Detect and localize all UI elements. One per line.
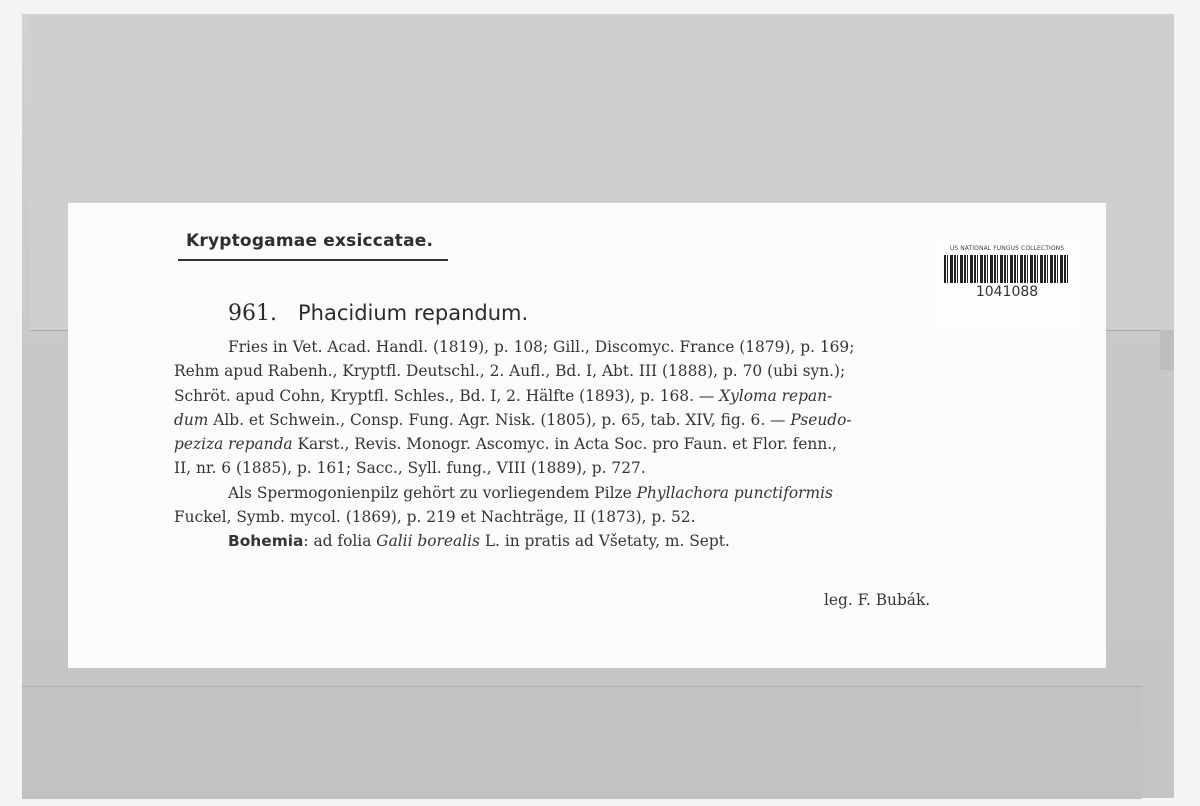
- note-line: Fuckel, Symb. mycol. (1869), p. 219 et Nachträge, II (1873), p. 52.: [174, 508, 696, 527]
- packet-lower-fold: [22, 686, 1142, 799]
- related-species: Phyllachora punctiformis: [636, 483, 833, 502]
- note-line: Als Spermogonienpilz gehört zu vorliegendem Pilze Phyllachora punctiformis: [228, 483, 833, 502]
- header-underline: [178, 259, 448, 261]
- specimen-label: [68, 203, 1106, 668]
- packet-flap-edge: [1160, 330, 1174, 370]
- citation-line: peziza repanda Karst., Revis. Monogr. Ascomyc. in Acta Soc. pro Faun. et Flor. fenn.,: [174, 435, 838, 454]
- locality-line: Bohemia: ad folia Galii borealis L. in pratis ad Všetaty, m. Sept.: [228, 532, 730, 551]
- region-name: Bohemia: [228, 532, 304, 551]
- citation-line: dum Alb. et Schwein., Consp. Fung. Agr. Nisk. (1805), p. 65, tab. XIV, fig. 6. — Pseudo-: [174, 410, 852, 429]
- barcode-sticker: [936, 239, 1078, 331]
- citation-line: II, nr. 6 (1885), p. 161; Sacc., Syll. fung., VIII (1889), p. 727.: [174, 459, 646, 478]
- label-body: [174, 335, 994, 554]
- synonym-name: dum: [174, 410, 209, 429]
- barcode-institution: US NATIONAL FUNGUS COLLECTIONS: [949, 245, 1065, 252]
- specimen-title: [228, 301, 528, 326]
- series-header: Kryptogamae exsiccatae.: [186, 231, 434, 251]
- citation-line: Rehm apud Rabenh., Kryptfl. Deutschl., 2. Aufl., Bd. I, Abt. III (1888), p. 70 (ubi syn.);: [174, 362, 846, 381]
- citation-line: Fries in Vet. Acad. Handl. (1819), p. 108; Gill., Discomyc. France (1879), p. 169;: [228, 338, 855, 356]
- synonym-name: peziza repanda: [174, 435, 293, 454]
- barcode-bars: [944, 255, 1070, 283]
- citation-line: Schröt. apud Cohn, Kryptfl. Schles., Bd. I, 2. Hälfte (1893), p. 168. — Xyloma repan-: [174, 386, 833, 405]
- barcode-number: 1041088: [975, 284, 1039, 300]
- specimen-number: 961.: [228, 301, 277, 326]
- synonym-name: Pseudo-: [790, 410, 852, 429]
- species-name: Phacidium repandum.: [297, 301, 529, 325]
- host-name: Galii borealis: [376, 532, 480, 551]
- collector: leg. F. Bubák.: [824, 591, 931, 609]
- synonym-name: Xyloma repan-: [719, 386, 833, 405]
